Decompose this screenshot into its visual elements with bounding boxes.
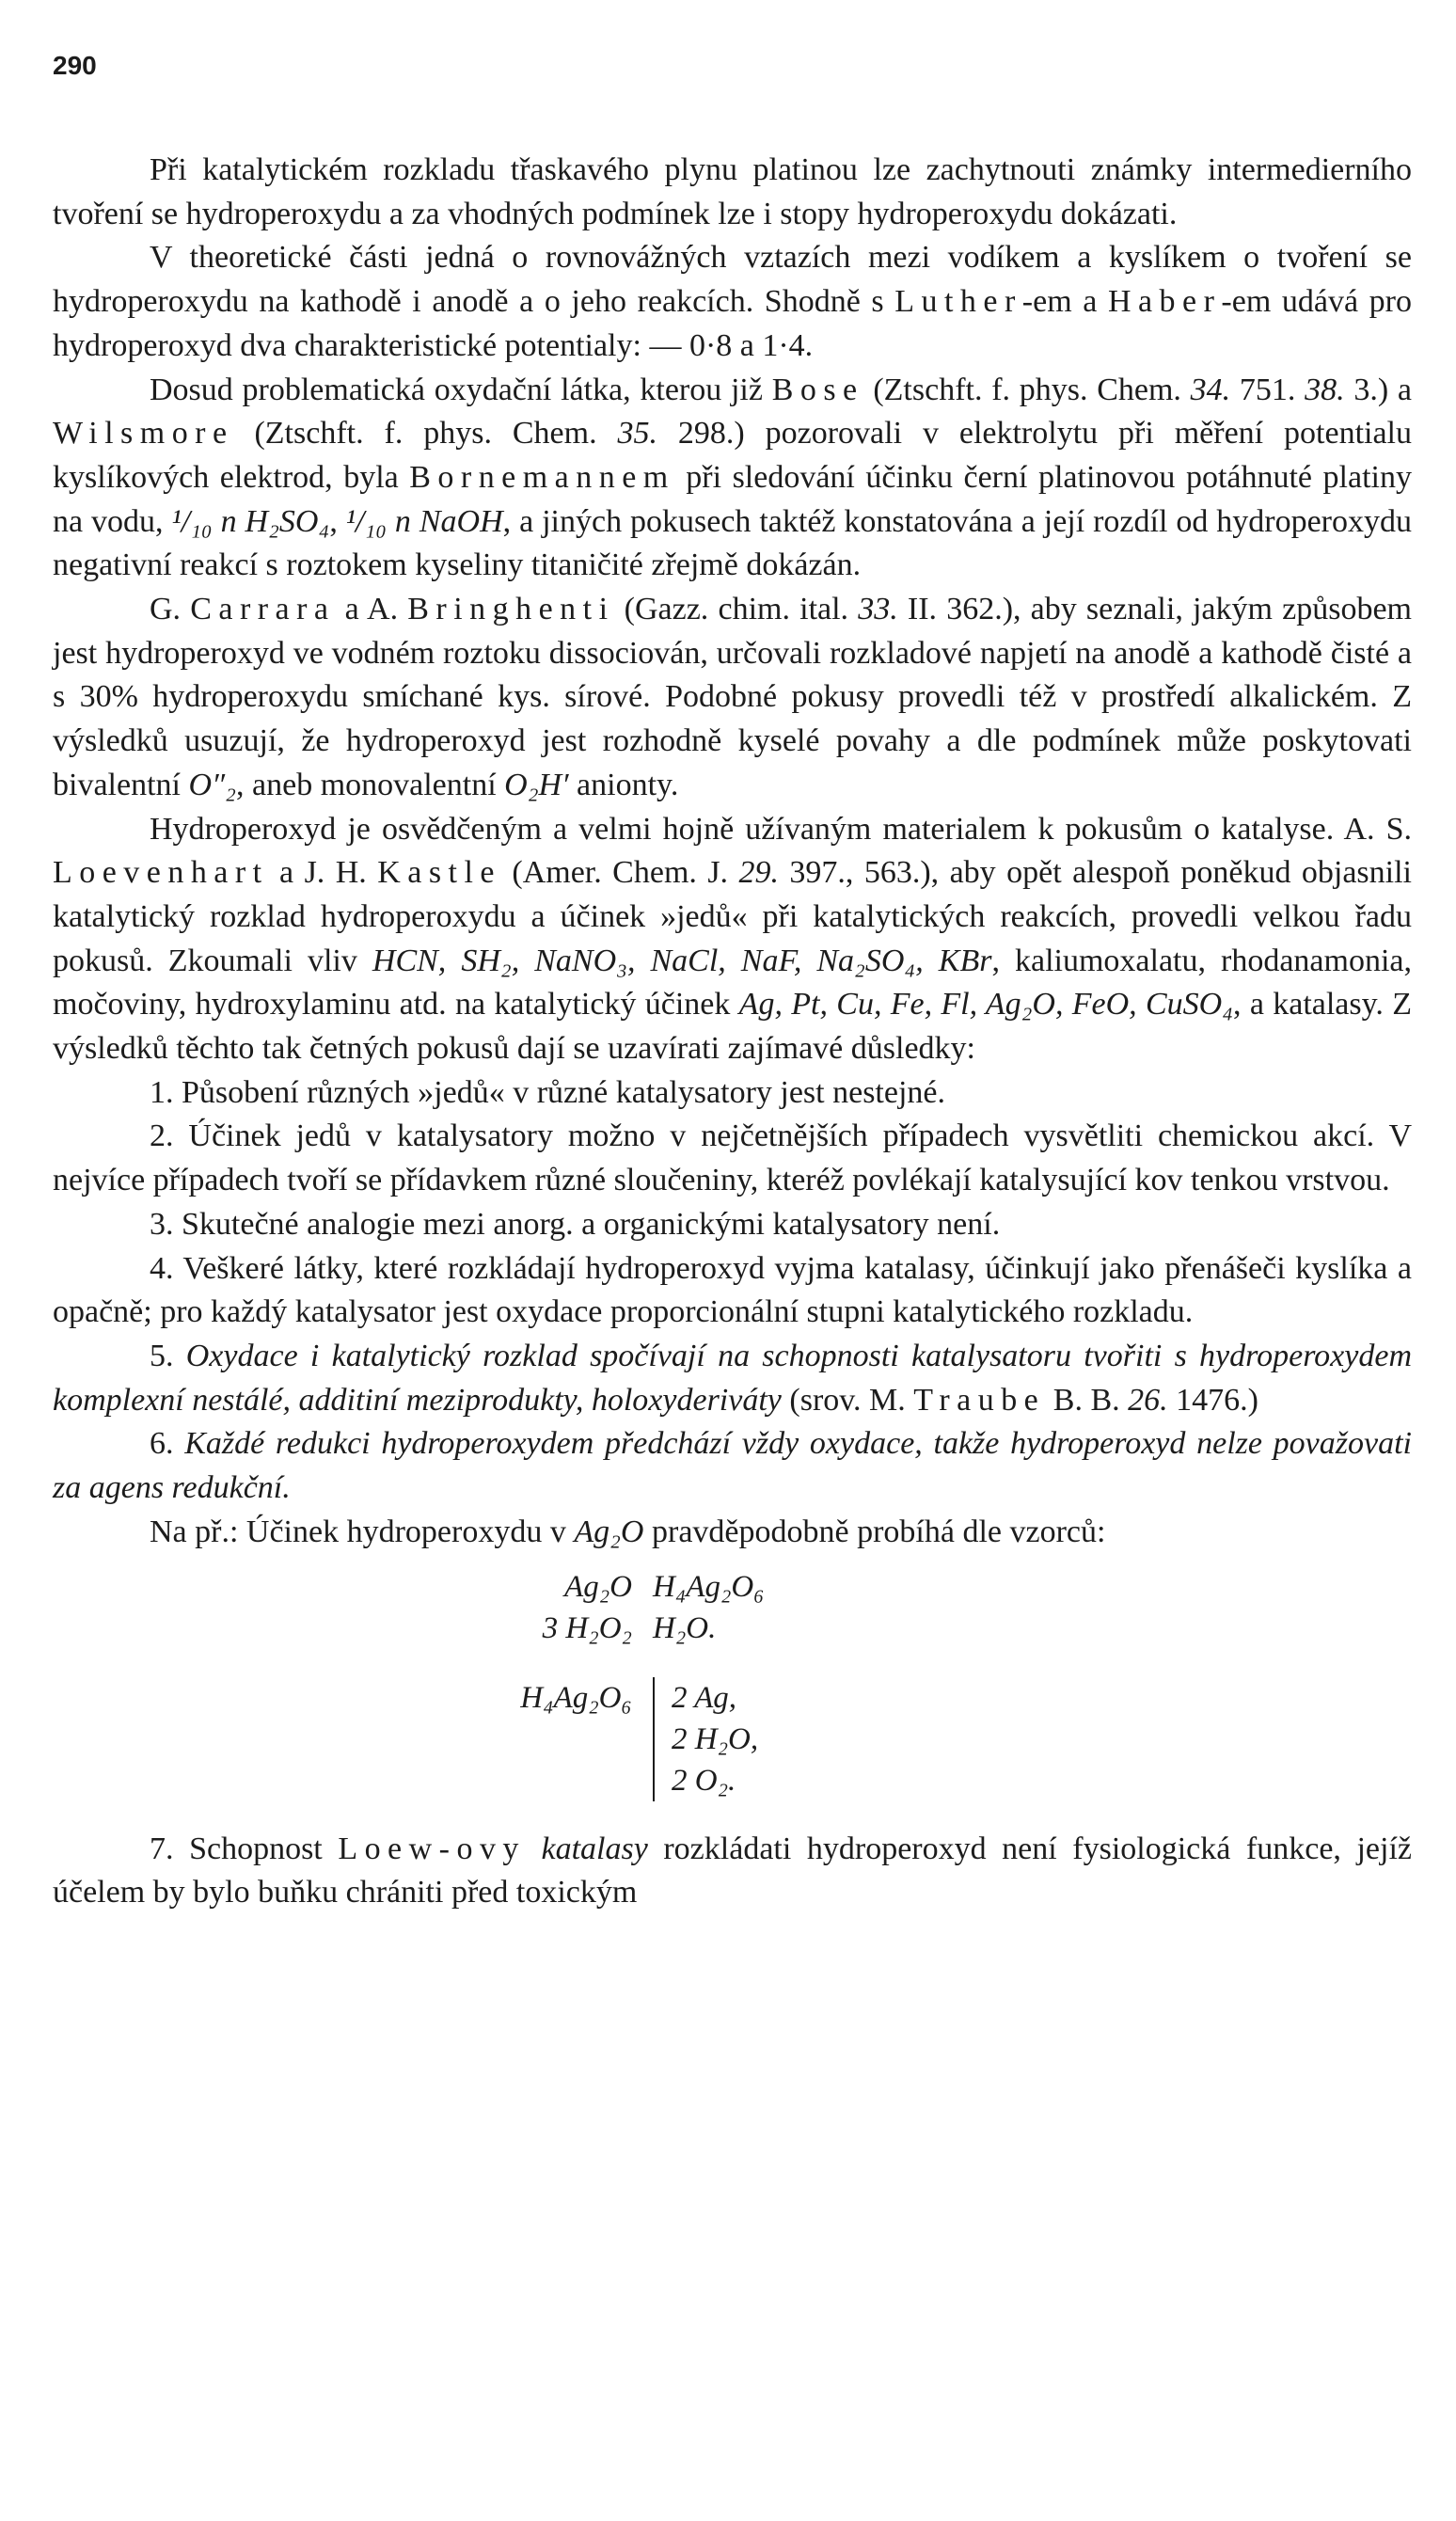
formula: HCN, SH₂, NaNO₃, NaCl, NaF, Na₂SO₄, KBr <box>372 943 992 978</box>
list-item-4: 4. Veškeré látky, které rozkládají hydroperoxyd vyjma katalasy, účinkují jako přenášeči kyslíka a opačně; pro každý katalysator jest oxydace proporcionální stupni katalytického rozkladu. <box>53 1250 1412 1330</box>
list-item-1: 1. Působení různých »jedů« v různé katalysatory jest nestejné. <box>150 1074 945 1110</box>
author-name: Carrara <box>190 592 336 627</box>
formula-products: 2 Ag, 2 H₂O, 2 O₂. <box>653 1677 758 1801</box>
paragraph-5: Hydroperoxyd je osvědčeným a velmi hojně užívaným materialem k pokusům o katalyse. A. S. Loevenhart a J. H. Kastle (Amer. Chem. J. 29. 397., 563.), aby opět alespoň poněkud objasnili katalytický rozklad hydroperoxydu a účinek »jedů« při katalytických reakcích, provedli velkou řadu pokusů. Zkoumali vliv HCN, SH₂, NaNO₃, NaCl, NaF, Na₂SO₄, KBr, kaliumoxalatu, rhodanamonia, močoviny, hydroxylaminu atd. na katalytický účinek Ag, Pt, Cu, Fe, Fl, Ag₂O, FeO, CuSO₄, a katalasy. Z výsledků těchto tak četných pokusů dají se uzavírati zajímavé důsledky: <box>53 811 1412 1067</box>
formula-left: 3 H₂O₂ <box>542 1610 632 1645</box>
formula: Ag₂O <box>574 1514 644 1549</box>
formula: ¹/₁₀ n NaOH <box>345 503 503 539</box>
formula-right: H₄Ag₂O₆ <box>653 1569 765 1604</box>
reaction-formulas <box>53 1566 1412 1801</box>
author-name: Bornemannem <box>409 459 675 495</box>
list-item-5: 5. Oxydace i katalytický rozklad spočívají na schopnosti katalysatoru tvořiti s hydroperoxydem komplexní nestálé, additiní meziprodukty, holoxyderiváty (srov. M. Traube B. B. 26. 1476.) <box>53 1338 1413 1418</box>
formula: O₂H′ <box>504 767 569 802</box>
author-name: Wilsmore <box>53 416 234 452</box>
author-name: Bose <box>771 372 864 407</box>
body-text <box>53 149 1412 1915</box>
page-number: 290 <box>53 51 97 80</box>
paragraph-7: 7. Schopnost Loew-ovy katalasy rozkládati hydroperoxyd není fysiologická funkce, jejíž účelem by bylo buňku chrániti před toxickým <box>53 1831 1413 1911</box>
list-item-3: 3. Skutečné analogie mezi anorg. a organickými katalysatory není. <box>150 1206 1001 1242</box>
decomposition-formula <box>53 1677 1412 1801</box>
author-name: Loevenhart <box>53 855 269 891</box>
formula-left: Ag₂O <box>564 1569 632 1604</box>
list-item-6: 6. Každé redukci hydroperoxydem předchází vždy oxydace, takže hydroperoxyd nelze považovati za agens redukční. <box>53 1426 1412 1506</box>
paragraph-4: G. Carrara a A. Bringhenti (Gazz. chim. ital. 33. II. 362.), aby seznali, jakým způsobem jest hydroperoxyd ve vodném roztoku dissociován, určovali rozkladové napjetí na anodě a kathodě čisté a s 30% hydroperoxydu smíchané kys. sírové. Podobné pokusy provedli též v prostředí alkalickém. Z výsledků usuzují, že hydroperoxyd jest rozhodně kyselé povahy a dle podmínek může poskytovati bivalentní O″₂, aneb monovalentní O₂H′ anionty. <box>53 592 1412 802</box>
paragraph-6: Na př.: Účinek hydroperoxydu v Ag₂O pravděpodobně probíhá dle vzorců: <box>150 1514 1106 1549</box>
author-name: Kastle <box>377 855 501 891</box>
paragraph-3: Dosud problematická oxydační látka, kterou již Bose (Ztschft. f. phys. Chem. 34. 751. 38. 3.) a Wilsmore (Ztschft. f. phys. Chem. 35. 298.) pozorovali v elektrolytu při měření potentialu kyslíkových elektrod, byla Bornemannem při sledování účinku černí platinovou potáhnuté platiny na vodu, ¹/₁₀ n H₂SO₄, ¹/₁₀ n NaOH, a jiných pokusech taktéž konstatována a její rozdíl od hydroperoxydu negativní reakcí s roztokem kyseliny titaničité zřejmě dokázán. <box>53 372 1412 583</box>
list-item-2: 2. Účinek jedů v katalysatory možno v nejčetnějších případech vysvětliti chemickou akcí. V nejvíce případech tvoří se přídavkem různé sloučeniny, kteréž povlékají katalysující kov tenkou vrstvou. <box>53 1118 1412 1198</box>
paragraph-2: V theoretické části jedná o rovnovážných vztazích mezi vodíkem a kyslíkem o tvoření se hydroperoxydu na kathodě i anodě a o jeho reakcích. Shodně s Luther-em a Haber-em udává pro hydroperoxyd dva charakteristické potentialy: — 0·8 a 1·4. <box>53 240 1412 363</box>
author-name: Luther <box>894 284 1022 320</box>
formula-right: H₂O. <box>653 1610 717 1645</box>
formula-row <box>53 1608 1412 1649</box>
author-name: Traube <box>913 1382 1046 1418</box>
formula-left: H₄Ag₂O₆ <box>520 1680 632 1715</box>
formula: O″₂ <box>188 767 237 802</box>
formula: ¹/₁₀ n H₂SO₄ <box>171 503 330 539</box>
formula: Ag, Pt, Cu, Fe, Fl, Ag₂O, FeO, CuSO₄ <box>738 987 1234 1023</box>
author-name: Haber <box>1107 284 1222 320</box>
author-name: Bringhenti <box>407 592 615 627</box>
paragraph-1: Při katalytickém rozkladu třaskavého plynu platinou lze zachytnouti známky intermedierního tvoření se hydroperoxydu a za vhodných podmínek lze i stopy hydroperoxydu dokázati. <box>53 152 1412 231</box>
author-name: Loew-ovy <box>338 1831 526 1866</box>
formula-row <box>53 1566 1412 1608</box>
